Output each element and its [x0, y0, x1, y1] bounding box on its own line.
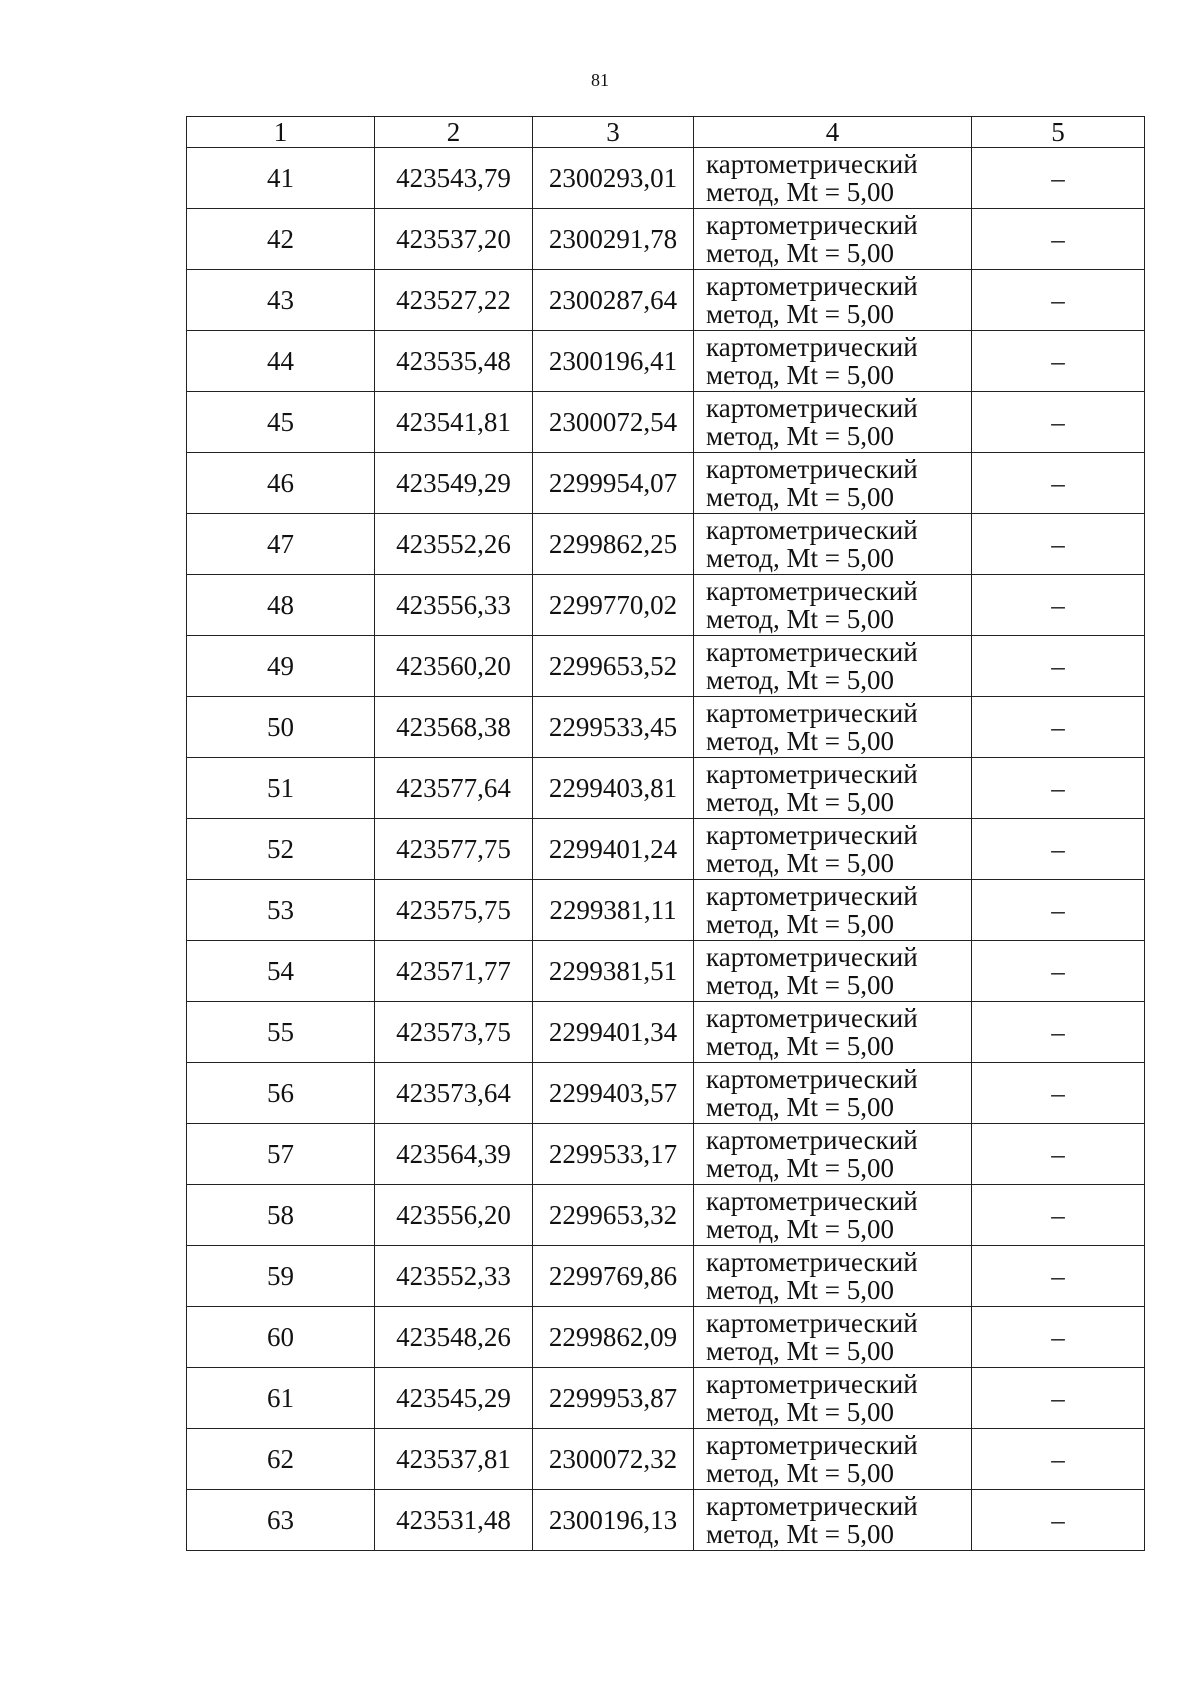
point-number-cell: 45 — [187, 392, 375, 453]
point-number-cell: 51 — [187, 758, 375, 819]
x-coordinate-cell: 423527,22 — [375, 270, 533, 331]
y-coordinate-cell: 2299862,25 — [533, 514, 694, 575]
point-number-cell: 63 — [187, 1490, 375, 1551]
header-cell-1: 1 — [187, 117, 375, 148]
y-coordinate-cell: 2299653,32 — [533, 1185, 694, 1246]
note-cell: – — [972, 148, 1145, 209]
point-number-cell: 41 — [187, 148, 375, 209]
method-cell — [694, 1185, 972, 1246]
point-number-cell: 55 — [187, 1002, 375, 1063]
method-cell — [694, 209, 972, 270]
y-coordinate-cell: 2300291,78 — [533, 209, 694, 270]
point-number-cell: 53 — [187, 880, 375, 941]
method-line-2: метод, Mt = 5,00 — [706, 1519, 894, 1549]
x-coordinate-cell: 423549,29 — [375, 453, 533, 514]
method-line-1: картометрический — [706, 576, 918, 606]
method-line-1: картометрический — [706, 698, 918, 728]
note-cell: – — [972, 636, 1145, 697]
note-cell: – — [972, 1124, 1145, 1185]
y-coordinate-cell: 2299653,52 — [533, 636, 694, 697]
point-number-cell: 57 — [187, 1124, 375, 1185]
method-cell — [694, 1002, 972, 1063]
method-cell — [694, 636, 972, 697]
point-number-cell: 62 — [187, 1429, 375, 1490]
table-row — [187, 1002, 1145, 1063]
x-coordinate-cell: 423531,48 — [375, 1490, 533, 1551]
note-cell: – — [972, 819, 1145, 880]
header-cell-3: 3 — [533, 117, 694, 148]
point-number-cell: 42 — [187, 209, 375, 270]
table-row — [187, 453, 1145, 514]
table-body — [187, 148, 1145, 1551]
table-row — [187, 392, 1145, 453]
table-row — [187, 1307, 1145, 1368]
x-coordinate-cell: 423568,38 — [375, 697, 533, 758]
method-cell — [694, 819, 972, 880]
table-row — [187, 819, 1145, 880]
method-cell — [694, 514, 972, 575]
method-line-2: метод, Mt = 5,00 — [706, 604, 894, 634]
y-coordinate-cell: 2299533,45 — [533, 697, 694, 758]
point-number-cell: 58 — [187, 1185, 375, 1246]
method-line-1: картометрический — [706, 820, 918, 850]
header-row — [187, 117, 1145, 148]
table-row — [187, 636, 1145, 697]
y-coordinate-cell: 2299403,57 — [533, 1063, 694, 1124]
method-cell — [694, 270, 972, 331]
y-coordinate-cell: 2299953,87 — [533, 1368, 694, 1429]
x-coordinate-cell: 423537,81 — [375, 1429, 533, 1490]
table-row — [187, 697, 1145, 758]
y-coordinate-cell: 2299403,81 — [533, 758, 694, 819]
note-cell: – — [972, 941, 1145, 1002]
method-line-2: метод, Mt = 5,00 — [706, 1214, 894, 1244]
table-row — [187, 1185, 1145, 1246]
method-line-1: картометрический — [706, 454, 918, 484]
y-coordinate-cell: 2300196,41 — [533, 331, 694, 392]
method-cell — [694, 148, 972, 209]
note-cell: – — [972, 209, 1145, 270]
table-row — [187, 148, 1145, 209]
table-row — [187, 1124, 1145, 1185]
table-row — [187, 331, 1145, 392]
method-line-2: метод, Mt = 5,00 — [706, 360, 894, 390]
method-cell — [694, 1429, 972, 1490]
method-cell — [694, 1307, 972, 1368]
method-line-1: картометрический — [706, 1186, 918, 1216]
method-line-2: метод, Mt = 5,00 — [706, 1092, 894, 1122]
x-coordinate-cell: 423545,29 — [375, 1368, 533, 1429]
y-coordinate-cell: 2299770,02 — [533, 575, 694, 636]
point-number-cell: 48 — [187, 575, 375, 636]
y-coordinate-cell: 2299862,09 — [533, 1307, 694, 1368]
point-number-cell: 43 — [187, 270, 375, 331]
table-row — [187, 270, 1145, 331]
x-coordinate-cell: 423552,26 — [375, 514, 533, 575]
method-cell — [694, 453, 972, 514]
point-number-cell: 56 — [187, 1063, 375, 1124]
x-coordinate-cell: 423537,20 — [375, 209, 533, 270]
method-line-2: метод, Mt = 5,00 — [706, 848, 894, 878]
header-cell-5: 5 — [972, 117, 1145, 148]
x-coordinate-cell: 423556,33 — [375, 575, 533, 636]
method-line-1: картометрический — [706, 1491, 918, 1521]
method-line-1: картометрический — [706, 271, 918, 301]
note-cell: – — [972, 1368, 1145, 1429]
method-line-1: картометрический — [706, 759, 918, 789]
table-row — [187, 1246, 1145, 1307]
y-coordinate-cell: 2300072,32 — [533, 1429, 694, 1490]
method-line-2: метод, Mt = 5,00 — [706, 1336, 894, 1366]
method-line-1: картометрический — [706, 1308, 918, 1338]
note-cell: – — [972, 1063, 1145, 1124]
note-cell: – — [972, 1429, 1145, 1490]
note-cell: – — [972, 331, 1145, 392]
method-line-2: метод, Mt = 5,00 — [706, 1275, 894, 1305]
x-coordinate-cell: 423573,64 — [375, 1063, 533, 1124]
method-line-2: метод, Mt = 5,00 — [706, 726, 894, 756]
x-coordinate-cell: 423575,75 — [375, 880, 533, 941]
method-cell — [694, 1490, 972, 1551]
point-number-cell: 60 — [187, 1307, 375, 1368]
method-line-2: метод, Mt = 5,00 — [706, 1397, 894, 1427]
note-cell: – — [972, 575, 1145, 636]
method-line-2: метод, Mt = 5,00 — [706, 238, 894, 268]
method-cell — [694, 575, 972, 636]
method-cell — [694, 1246, 972, 1307]
y-coordinate-cell: 2299954,07 — [533, 453, 694, 514]
note-cell: – — [972, 453, 1145, 514]
point-number-cell: 46 — [187, 453, 375, 514]
note-cell: – — [972, 1185, 1145, 1246]
point-number-cell: 50 — [187, 697, 375, 758]
y-coordinate-cell: 2299381,11 — [533, 880, 694, 941]
note-cell: – — [972, 270, 1145, 331]
method-line-1: картометрический — [706, 881, 918, 911]
method-cell — [694, 758, 972, 819]
method-cell — [694, 1063, 972, 1124]
note-cell: – — [972, 758, 1145, 819]
method-line-2: метод, Mt = 5,00 — [706, 787, 894, 817]
method-line-1: картометрический — [706, 637, 918, 667]
method-line-1: картометрический — [706, 1369, 918, 1399]
x-coordinate-cell: 423577,75 — [375, 819, 533, 880]
x-coordinate-cell: 423573,75 — [375, 1002, 533, 1063]
point-number-cell: 44 — [187, 331, 375, 392]
method-line-1: картометрический — [706, 149, 918, 179]
x-coordinate-cell: 423571,77 — [375, 941, 533, 1002]
note-cell: – — [972, 1002, 1145, 1063]
point-number-cell: 61 — [187, 1368, 375, 1429]
method-line-2: метод, Mt = 5,00 — [706, 543, 894, 573]
y-coordinate-cell: 2299533,17 — [533, 1124, 694, 1185]
method-line-1: картометрический — [706, 1125, 918, 1155]
note-cell: – — [972, 1307, 1145, 1368]
note-cell: – — [972, 697, 1145, 758]
point-number-cell: 52 — [187, 819, 375, 880]
y-coordinate-cell: 2299769,86 — [533, 1246, 694, 1307]
method-line-2: метод, Mt = 5,00 — [706, 909, 894, 939]
method-cell — [694, 880, 972, 941]
table-row — [187, 758, 1145, 819]
method-line-1: картометрический — [706, 1247, 918, 1277]
page-number: 81 — [591, 70, 609, 90]
method-cell — [694, 1124, 972, 1185]
note-cell: – — [972, 392, 1145, 453]
x-coordinate-cell: 423548,26 — [375, 1307, 533, 1368]
table-row — [187, 575, 1145, 636]
method-line-2: метод, Mt = 5,00 — [706, 970, 894, 1000]
x-coordinate-cell: 423560,20 — [375, 636, 533, 697]
point-number-cell: 59 — [187, 1246, 375, 1307]
y-coordinate-cell: 2300196,13 — [533, 1490, 694, 1551]
method-line-2: метод, Mt = 5,00 — [706, 482, 894, 512]
method-line-2: метод, Mt = 5,00 — [706, 1031, 894, 1061]
header-cell-4: 4 — [694, 117, 972, 148]
x-coordinate-cell: 423535,48 — [375, 331, 533, 392]
point-number-cell: 49 — [187, 636, 375, 697]
table-row — [187, 514, 1145, 575]
note-cell: – — [972, 514, 1145, 575]
point-number-cell: 54 — [187, 941, 375, 1002]
y-coordinate-cell: 2300287,64 — [533, 270, 694, 331]
method-line-2: метод, Mt = 5,00 — [706, 1153, 894, 1183]
y-coordinate-cell: 2299401,24 — [533, 819, 694, 880]
method-line-2: метод, Mt = 5,00 — [706, 665, 894, 695]
method-line-1: картометрический — [706, 393, 918, 423]
x-coordinate-cell: 423543,79 — [375, 148, 533, 209]
method-line-1: картометрический — [706, 1003, 918, 1033]
y-coordinate-cell: 2300072,54 — [533, 392, 694, 453]
x-coordinate-cell: 423541,81 — [375, 392, 533, 453]
method-cell — [694, 1368, 972, 1429]
table-row — [187, 1490, 1145, 1551]
table-header — [187, 117, 1145, 148]
method-line-2: метод, Mt = 5,00 — [706, 177, 894, 207]
table-row — [187, 1368, 1145, 1429]
x-coordinate-cell: 423556,20 — [375, 1185, 533, 1246]
method-cell — [694, 941, 972, 1002]
table-row — [187, 941, 1145, 1002]
point-number-cell: 47 — [187, 514, 375, 575]
table-row — [187, 209, 1145, 270]
method-line-1: картометрический — [706, 515, 918, 545]
method-line-1: картометрический — [706, 942, 918, 972]
method-line-2: метод, Mt = 5,00 — [706, 299, 894, 329]
x-coordinate-cell: 423552,33 — [375, 1246, 533, 1307]
method-line-1: картометрический — [706, 210, 918, 240]
y-coordinate-cell: 2299401,34 — [533, 1002, 694, 1063]
note-cell: – — [972, 1246, 1145, 1307]
y-coordinate-cell: 2300293,01 — [533, 148, 694, 209]
method-line-1: картометрический — [706, 1430, 918, 1460]
method-cell — [694, 392, 972, 453]
method-line-1: картометрический — [706, 332, 918, 362]
table-row — [187, 1063, 1145, 1124]
table-row — [187, 880, 1145, 941]
x-coordinate-cell: 423577,64 — [375, 758, 533, 819]
table-row — [187, 1429, 1145, 1490]
note-cell: – — [972, 1490, 1145, 1551]
method-cell — [694, 331, 972, 392]
method-line-2: метод, Mt = 5,00 — [706, 421, 894, 451]
header-cell-2: 2 — [375, 117, 533, 148]
method-line-1: картометрический — [706, 1064, 918, 1094]
method-line-2: метод, Mt = 5,00 — [706, 1458, 894, 1488]
coordinates-table — [186, 116, 1145, 1551]
method-cell — [694, 697, 972, 758]
x-coordinate-cell: 423564,39 — [375, 1124, 533, 1185]
y-coordinate-cell: 2299381,51 — [533, 941, 694, 1002]
note-cell: – — [972, 880, 1145, 941]
